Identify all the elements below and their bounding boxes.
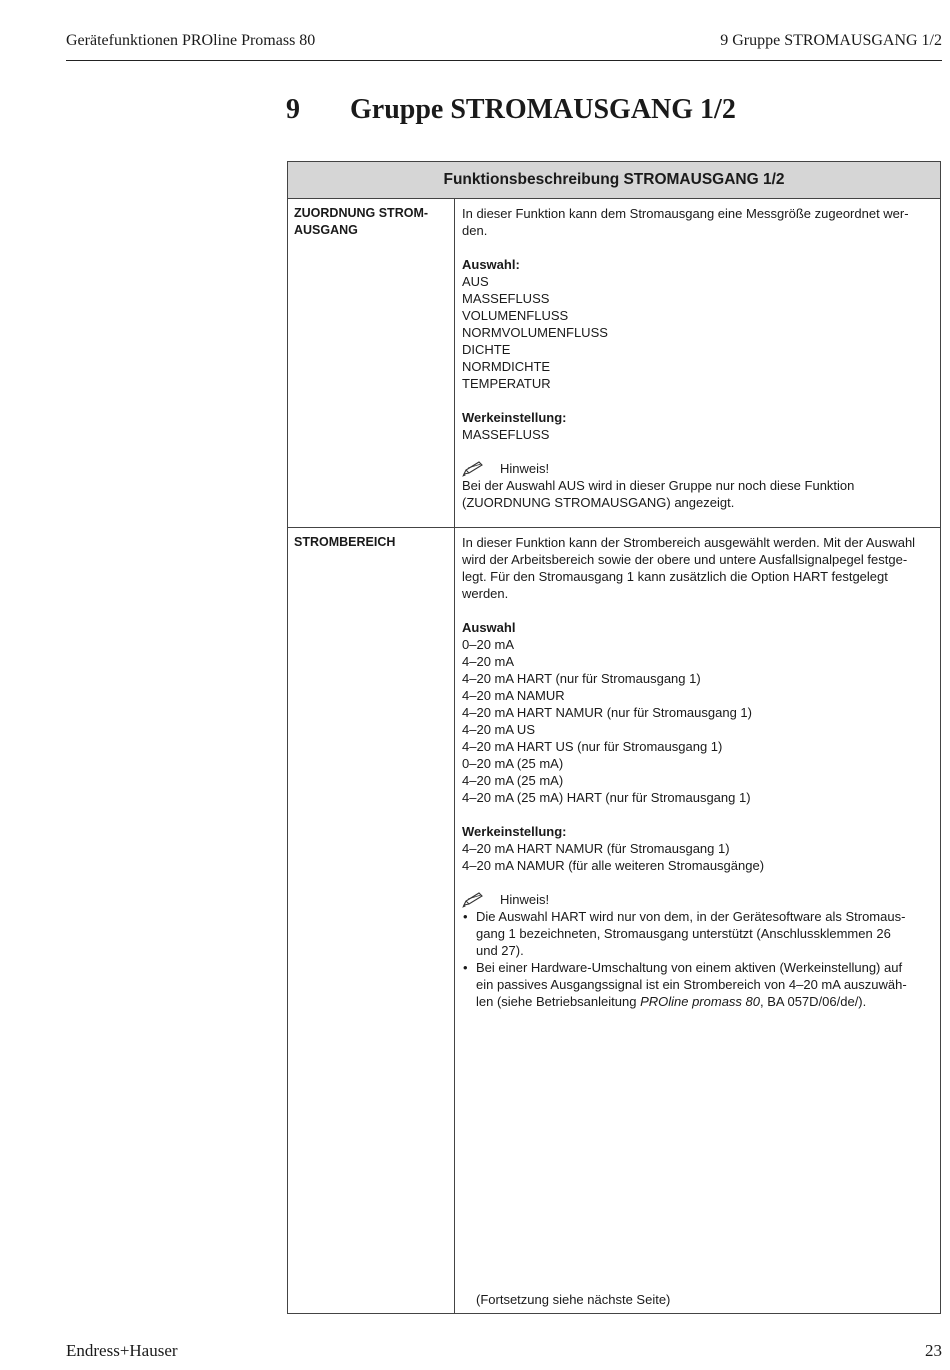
note-bullet-list xyxy=(462,908,934,1010)
default-value: MASSEFLUSS xyxy=(462,427,550,442)
function-description-cell xyxy=(456,528,940,1314)
intro-line: wird der Arbeitsbereich sowie der obere und untere Ausfallsignalpegel festge- xyxy=(462,552,908,567)
footer-brand: Endress+Hauser xyxy=(66,1341,178,1360)
bullet-line: • Bei einer Hardware-Umschaltung von einem aktiven (Werkeinstellung) auf xyxy=(476,960,903,975)
default-label: Werkeinstellung: xyxy=(462,410,567,425)
note-label: Hinweis! xyxy=(500,461,550,476)
function-name-line: AUSGANG xyxy=(294,223,358,237)
function-description-cell xyxy=(456,199,940,527)
option-item: NORMVOLUMENFLUSS xyxy=(462,325,608,340)
bullet-text: len (siehe Betriebsanleitung xyxy=(476,994,641,1009)
default-label: Werkeinstellung: xyxy=(462,824,567,839)
option-item: 0–20 mA xyxy=(462,637,515,652)
bullet-text: , BA 057D/06/de/). xyxy=(760,994,867,1009)
option-item: 4–20 mA HART US (nur für Stromausgang 1) xyxy=(462,739,723,754)
intro-line: In dieser Funktion kann dem Stromausgang eine Messgröße zugeordnet wer- xyxy=(462,206,909,221)
page-number: 23 xyxy=(925,1341,942,1360)
bullet-line xyxy=(476,993,934,1010)
note-bullet xyxy=(476,908,934,959)
bullet-line: gang 1 bezeichneten, Stromausgang unterstützt (Anschlussklemmen 26 xyxy=(476,926,891,941)
intro-line: werden. xyxy=(462,586,509,601)
option-item: 4–20 mA US xyxy=(462,722,535,737)
table-row-zuordnung xyxy=(288,199,940,528)
option-item: MASSEFLUSS xyxy=(462,291,550,306)
chapter-title: Gruppe STROMAUSGANG 1/2 xyxy=(350,94,736,125)
function-name-cell xyxy=(288,199,455,527)
note-line: Bei der Auswahl AUS wird in dieser Gruppe nur noch diese Funktion xyxy=(462,478,855,493)
pencil-icon xyxy=(462,460,486,477)
note-heading xyxy=(462,891,934,908)
option-item: 4–20 mA (25 mA) xyxy=(462,773,564,788)
note-heading xyxy=(462,460,934,477)
header-right-text: 9 Gruppe STROMAUSGANG 1/2 xyxy=(720,32,942,49)
table-title: Funktionsbeschreibung STROMAUSGANG 1/2 xyxy=(288,162,940,199)
option-item: VOLUMENFLUSS xyxy=(462,308,569,323)
chapter-heading xyxy=(286,94,736,126)
option-item: 4–20 mA HART NAMUR (nur für Stromausgang 1) xyxy=(462,705,752,720)
table-row-strombereich xyxy=(288,528,940,1314)
chapter-number: 9 xyxy=(286,94,300,125)
option-item: NORMDICHTE xyxy=(462,359,551,374)
intro-line: den. xyxy=(462,223,488,238)
pencil-icon xyxy=(462,891,486,908)
function-name-line: ZUORDNUNG STROM- xyxy=(294,206,429,220)
default-value: 4–20 mA HART NAMUR (für Stromausgang 1) xyxy=(462,841,730,856)
option-item: TEMPERATUR xyxy=(462,376,551,391)
bullet-line: • Die Auswahl HART wird nur von dem, in der Gerätesoftware als Stromaus- xyxy=(476,909,906,924)
running-header xyxy=(66,30,942,61)
option-item: 4–20 mA NAMUR xyxy=(462,688,565,703)
function-table xyxy=(287,161,941,1314)
option-item: AUS xyxy=(462,274,489,289)
default-value: 4–20 mA NAMUR (für alle weiteren Stromausgänge) xyxy=(462,858,765,873)
option-item: 4–20 mA xyxy=(462,654,515,669)
option-item: 4–20 mA HART (nur für Stromausgang 1) xyxy=(462,671,701,686)
note-line: (ZUORDNUNG STROMAUSGANG) angezeigt. xyxy=(462,495,735,510)
selection-label: Auswahl: xyxy=(462,257,520,272)
intro-line: legt. Für den Stromausgang 1 kann zusätzlich die Option HART festgelegt xyxy=(462,569,888,584)
option-item: DICHTE xyxy=(462,342,511,357)
function-name-line: STROMBEREICH xyxy=(294,535,396,549)
note-bullet xyxy=(476,959,934,1010)
intro-line: In dieser Funktion kann der Strombereich ausgewählt werden. Mit der Auswahl xyxy=(462,535,916,550)
continuation-note: (Fortsetzung siehe nächste Seite) xyxy=(476,1292,671,1307)
note-label: Hinweis! xyxy=(500,892,550,907)
bullet-line: ein passives Ausgangssignal ist ein Strombereich von 4–20 mA auszuwäh- xyxy=(476,977,907,992)
option-item: 0–20 mA (25 mA) xyxy=(462,756,564,771)
option-item: 4–20 mA (25 mA) HART (nur für Stromausgang 1) xyxy=(462,790,751,805)
selection-label: Auswahl xyxy=(462,620,516,635)
bullet-line: und 27). xyxy=(476,943,524,958)
function-name-cell xyxy=(288,528,455,1314)
manual-title: PROline promass 80 xyxy=(640,994,761,1009)
header-left-text: Gerätefunktionen PROline Promass 80 xyxy=(66,32,316,49)
